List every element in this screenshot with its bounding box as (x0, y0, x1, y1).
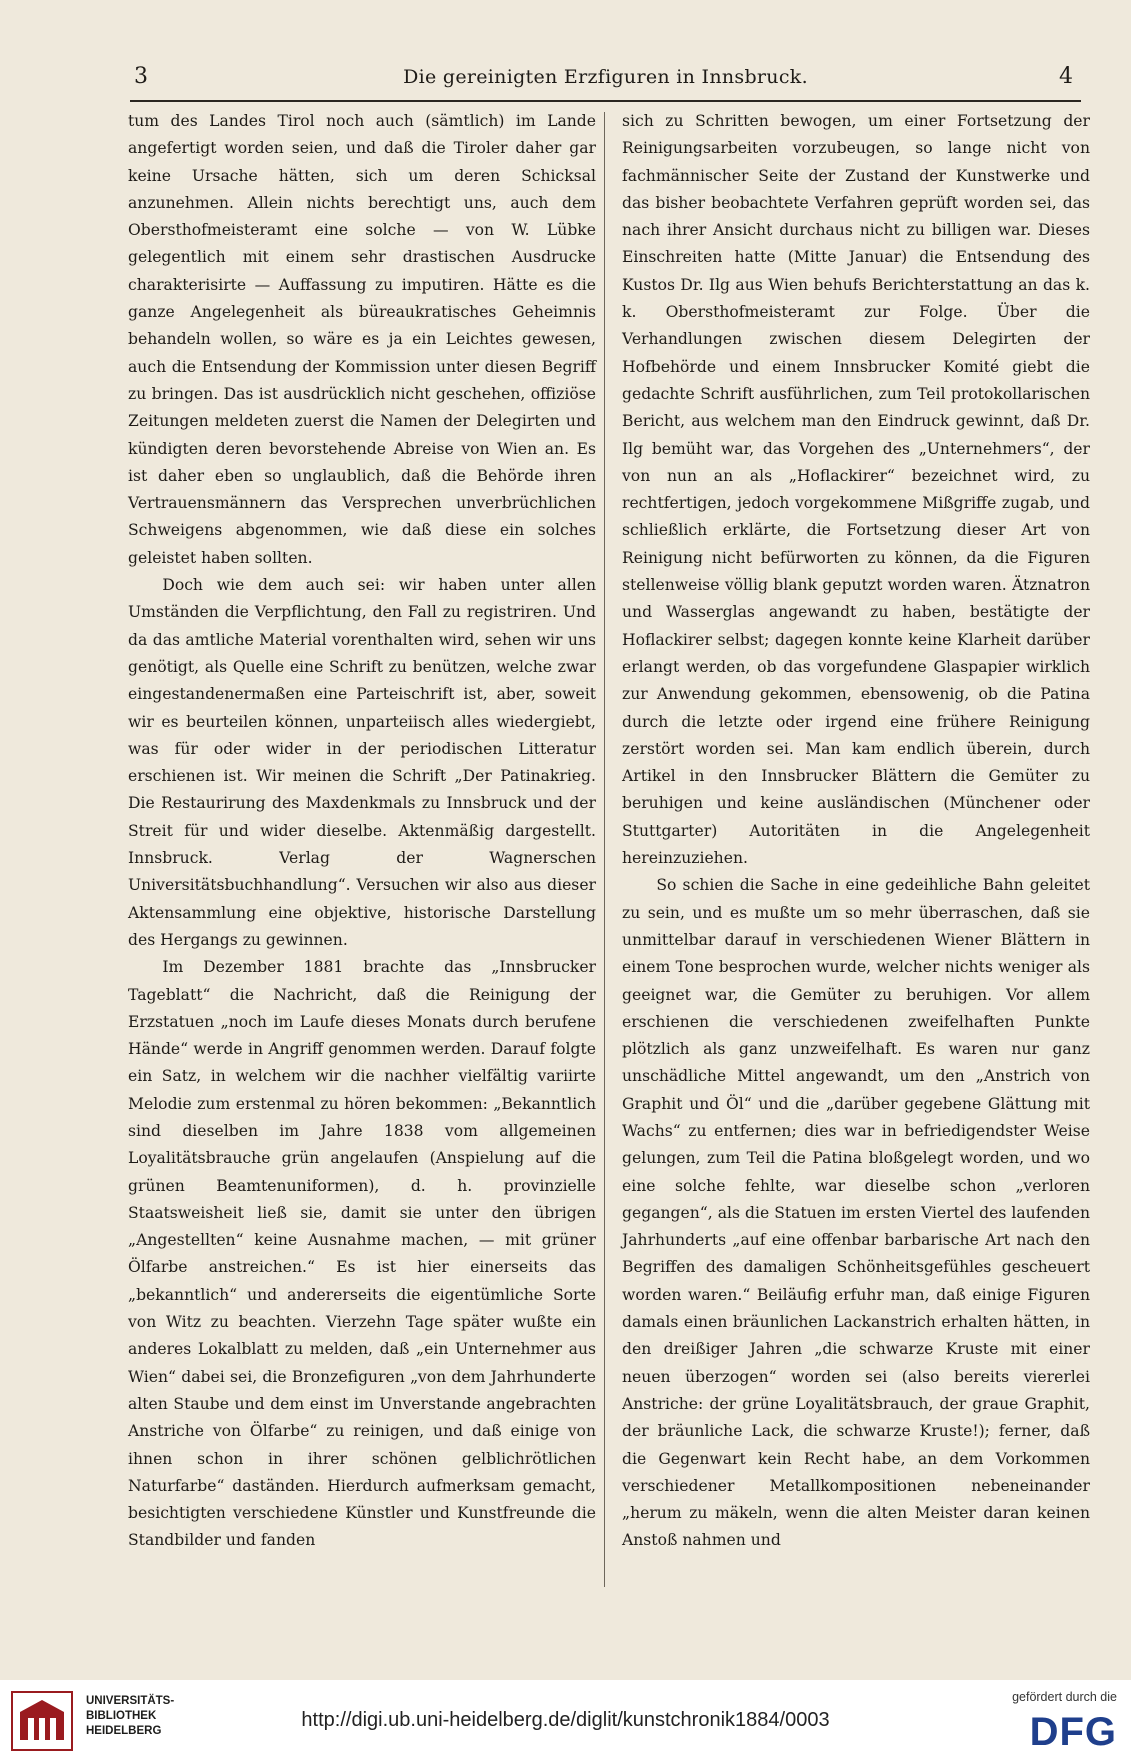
page-header (130, 62, 1081, 96)
permalink-url[interactable]: http://digi.ub.uni-heidelberg.de/diglit/kunstchronik1884/0003 (301, 1709, 830, 1731)
funded-by-label: gefördert durch die (1012, 1690, 1117, 1704)
page-number-left: 3 (134, 64, 148, 89)
paragraph: sich zu Schritten bewogen, um einer Fortsetzung der Reinigungsarbeiten vorzubeugen, so lange nicht von fachmännischer Seite der Zustand der Kunstwerke und das bisher beobachtete Verfahren geprüft worden sei, das nach ihrer Ansicht durchaus nicht zu billigen war. Dieses Einschreiten hatte (Mitte Januar) die Entsendung des Kustos Dr. Ilg aus Wien behufs Berichterstattung an das k. k. Obersthofmeisteramt zur Folge. Über die Verhandlungen zwischen diesem Delegirten der Hofbehörde und einem Innsbrucker Komité giebt die gedachte Schrift ausführlichen, zum Teil protokollarischen Bericht, aus welchem man den Eindruck gewinnt, daß Dr. Ilg bemüht war, das Vorgehen des „Unternehmers“, der von nun an als „Hoflackirer“ bezeichnet wird, zu rechtfertigen, jedoch vorgekommene Mißgriffe zugab, und schließlich erklärte, die Fortsetzung dieser Art von Reinigung nicht befürworten zu können, da die Figuren stellenweise völlig blank geputzt worden waren. Ätznatron und Wasserglas angewandt zu haben, bestätigte der Hoflackirer selbst; dagegen konnte keine Klarheit darüber erlangt werden, ob das vorgefundene Glaspapier wirklich zur Anwendung gekommen, ebensowenig, ob die Patina durch die letzte oder irgend eine frühere Reinigung zerstört worden sei. Man kam endlich überein, durch Artikel in den Innsbrucker Blättern die Gemüter zu beruhigen und keine ausländischen (Münchener oder Stuttgarter) Autoritäten in die Angelegenheit hereinzuziehen. (622, 112, 1090, 868)
digitization-footer (0, 1680, 1131, 1762)
page-number-right: 4 (1059, 64, 1073, 89)
paragraph: tum des Landes Tirol noch auch (sämtlich) im Lande angefertigt worden seien, und daß die Tiroler daher gar keine Ursache hätten, sich um deren Schicksal anzunehmen. Allein nichts berechtigt uns, auch dem Obersthofmeisteramt eine solche — von W. Lübke gelegentlich mit einem sehr drastischen Ausdrucke charakterisirte — Auffassung zu imputiren. Hätte es die ganze Angelegenheit als büreaukratisches Geheimnis behandeln wollen, so wäre es ja ein Leichtes gewesen, auch die Entsendung der Kommission unter diesen Begriff zu bringen. Das ist ausdrücklich nicht geschehen, offiziöse Zeitungen meldeten zuerst die Namen der Delegirten und kündigten deren bevorstehende Abreise von Wien an. Es ist daher eben so unglaublich, daß die Behörde ihren Vertrauensmännern das Versprechen unverbrüchlichen Schweigens abgenommen, wie daß diese ein solches geleistet haben sollten. (128, 112, 596, 567)
library-name-line: HEIDELBERG (86, 1725, 162, 1737)
running-title: Die gereinigten Erzfiguren in Innsbruck. (403, 66, 808, 88)
header-rule (130, 100, 1081, 102)
column-divider (604, 112, 605, 1587)
library-name-line: UNIVERSITÄTS- (86, 1695, 175, 1707)
paragraph: Doch wie dem auch sei: wir haben unter allen Umständen die Verpflichtung, den Fall zu registriren. Und da das amtliche Material vorenthalten wird, sehen wir uns genötigt, als Quelle eine Schrift zu benützen, welche zwar eingestandenermaßen eine Parteischrift ist, aber, soweit wir es beurteilen können, unparteiisch alles wiedergiebt, was für oder wider in der periodischen Litteratur erschienen ist. Wir meinen die Schrift „Der Patinakrieg. Die Restaurirung des Maxdenkmals zu Innsbruck und der Streit für und wider dieselbe. Aktenmäßig dargestellt. Innsbruck. Verlag der Wagnerschen Universitätsbuchhandlung“. Versuchen wir also aus dieser Aktensammlung eine objektive, historische Darstellung des Hergangs zu gewinnen. (128, 576, 596, 949)
library-name-line: BIBLIOTHEK (86, 1710, 157, 1722)
dfg-logo: DFG (1029, 1710, 1117, 1754)
right-column (622, 108, 1090, 1555)
left-column (128, 108, 596, 1555)
paragraph: Im Dezember 1881 brachte das „Innsbrucker Tageblatt“ die Nachricht, daß die Reinigung der Erzstatuen „noch im Laufe dieses Monats durch berufene Hände“ werde in Angriff genommen werden. Darauf folgte ein Satz, in welchem wir die nachher vielfältig variirte Melodie zum erstenmal zu hören bekommen: „Bekanntlich sind dieselben im Jahre 1838 vom allgemeinen Loyalitätsbrauche grün angelaufen (Anspielung auf die grünen Beamtenuniformen), d. h. provinzielle Staatsweisheit ließ sie, damit sie unter den übrigen „Angestellten“ keine Ausnahme machen, — mit grüner Ölfarbe anstreichen.“ Es ist hier einerseits das „bekanntlich“ und andererseits die eigentümliche Sorte von Witz zu beachten. Vierzehn Tage später wußte ein anderes Lokalblatt zu melden, daß „ein Unternehmer aus Wien“ dabei sei, die Bronzefiguren „von dem Jahrhunderte alten Staube und dem einst im Unverstande angebrachten Anstriche von Ölfarbe“ zu reinigen, und daß einige von ihnen schon in ihrer schönen gelblichrötlichen Naturfarbe“ daständen. Hierdurch aufmerksam gemacht, besichtigten verschiedene Künstler und Kunstfreunde die Standbilder und fanden (128, 958, 596, 1550)
paragraph: So schien die Sache in eine gedeihliche Bahn geleitet zu sein, und es mußte um so mehr überraschen, daß sie unmittelbar darauf in verschiedenen Wiener Blättern in einem Tone besprochen wurde, welcher nichts weniger als geeignet war, die Gemüter zu beruhigen. Vor allem erschienen die verschiedenen zweifelhaften Punkte plötzlich als ganz unzweifelhaft. Es waren nur ganz unschädliche Mittel angewandt, um den „Anstrich von Graphit und Öl“ und die „darüber gegebene Glättung mit Wachs“ zu entfernen; dies war in befriedigendster Weise gelungen, zum Teil die Patina bloßgelegt worden, und wo eine solche fehlte, war dieselbe schon „verloren gegangen“, als die Statuen im ersten Viertel des laufenden Jahrhunderts „auf eine offenbar barbarische Art nach den Begriffen des damaligen Schönheitsgefühles gescheuert worden waren.“ Beiläufig erfuhr man, daß einige Figuren damals einen bräunlichen Lackanstrich erhalten hätten, in den dreißiger Jahren „die schwarze Kruste mit einer neuen überzogen“ worden sei (also bereits viererlei Anstriche: der grüne Loyalitätsbrauch, der graue Graphit, der bräunliche Lack, die schwarze Kruste!); ferner, daß die Gegenwart kein Recht habe, an dem Vorkommen verschiedener Metallkompositionen nebeneinander „herum zu mäkeln, wenn die alten Meister daran keinen Anstoß nahmen und (622, 876, 1090, 1550)
